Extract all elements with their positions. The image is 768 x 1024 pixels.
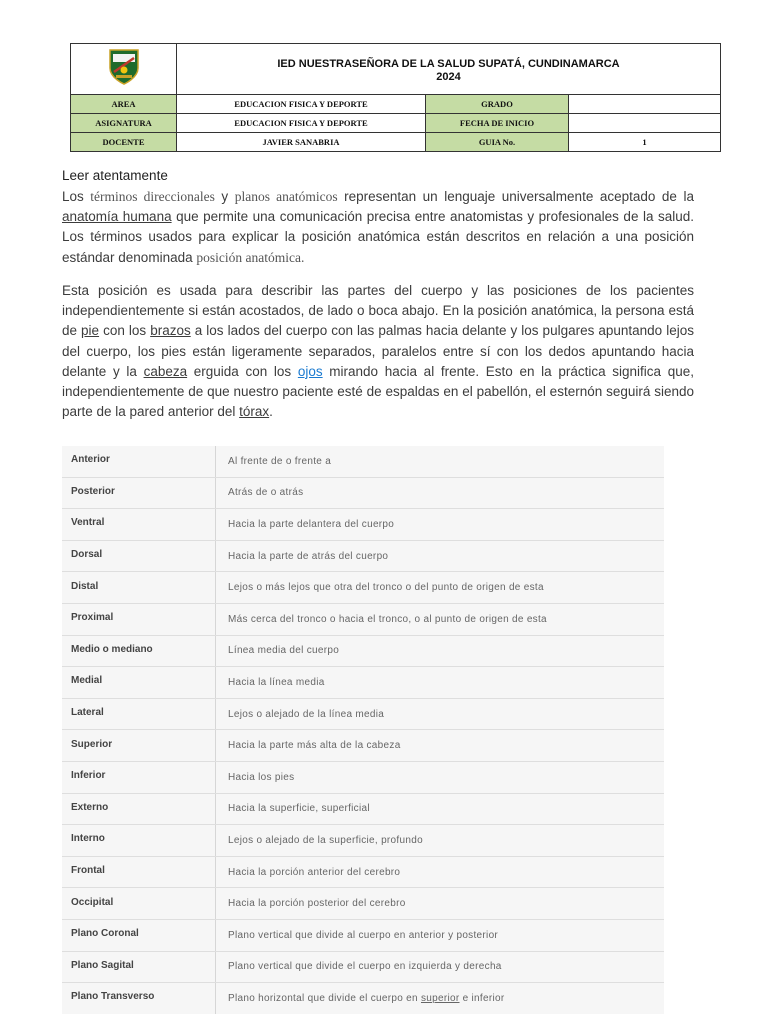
table-row [62, 540, 664, 572]
table-row [62, 856, 664, 888]
title-cell [177, 44, 721, 95]
asignatura-value: EDUCACION FISICA Y DEPORTE [177, 114, 426, 133]
school-name: IED NUESTRASEÑORA DE LA SALUD SUPATÁ, CUNDINAMARCA [277, 58, 620, 70]
term-cell: Interno [62, 825, 216, 857]
definition-cell: Hacia los pies [216, 761, 665, 793]
term-cell: Lateral [62, 698, 216, 730]
definition-cell: Plano vertical que divide el cuerpo en izquierda y derecha [216, 951, 665, 983]
terms-table-body [62, 446, 664, 1014]
p1-text: Los [62, 189, 91, 204]
definition-cell: Al frente de o frente a [216, 446, 665, 477]
p2-text: a los lados del cuerpo con las palmas hacia delante y los pulgares apuntando lejos del cuerpo, los pies están ligeramente separados, paralelos entre sí con los dedos apuntando hacia delante y la [62, 323, 694, 379]
definition-cell: Lejos o alejado de la línea media [216, 698, 665, 730]
definition-cell: Hacia la superficie, superficial [216, 793, 665, 825]
school-shield-logo-icon [108, 48, 140, 86]
table-row [62, 825, 664, 857]
definition-cell: Hacia la línea media [216, 667, 665, 699]
p2-text: con los [99, 323, 151, 339]
cabeza-link[interactable]: cabeza [143, 363, 188, 379]
header-row-asignatura [71, 114, 721, 133]
p1-term-direccionales: términos direccionales [90, 189, 215, 204]
definition-cell: Más cerca del tronco o hacia el tronco, o al punto de origen de esta [216, 603, 665, 635]
ojos-link[interactable]: ojos [297, 363, 323, 379]
logo-cell [71, 44, 177, 95]
terms-table [62, 446, 664, 1014]
superior-link[interactable]: superior [420, 992, 460, 1004]
term-cell: Dorsal [62, 540, 216, 572]
term-cell: Ventral [62, 509, 216, 541]
term-cell: Plano Sagital [62, 951, 216, 983]
grado-label: GRADO [426, 95, 569, 114]
table-row [62, 730, 664, 762]
term-cell: Occipital [62, 888, 216, 920]
table-row [62, 603, 664, 635]
definition-cell [216, 983, 665, 1014]
term-cell: Frontal [62, 856, 216, 888]
guia-label: GUIA No. [426, 133, 569, 152]
area-label: AREA [71, 95, 177, 114]
table-row [62, 667, 664, 699]
table-row [62, 888, 664, 920]
asignatura-label: ASIGNATURA [71, 114, 177, 133]
header-row-docente [71, 133, 721, 152]
p1-text: y [214, 189, 235, 204]
term-cell: Plano Transverso [62, 983, 216, 1014]
definition-cell: Hacia la parte de atrás del cuerpo [216, 540, 665, 572]
torax-link[interactable]: tórax [239, 404, 270, 420]
header-row-area [71, 95, 721, 114]
term-cell: Inferior [62, 761, 216, 793]
p1-term-planos: planos anatómicos [234, 189, 338, 204]
table-row [62, 698, 664, 730]
p2-text: . [269, 404, 273, 420]
table-row [62, 761, 664, 793]
header-table [70, 43, 721, 152]
p1-term-posicion: posición anatómica. [196, 249, 305, 265]
p1-text: representan un lenguaje universalmente aceptado de la [337, 189, 694, 204]
fecha-label: FECHA DE INICIO [426, 114, 569, 133]
docente-label: DOCENTE [71, 133, 177, 152]
p2-text: Esta posición es usada para describir las partes del cuerpo y las posiciones de los pacientes independientemente si están acostados, de lado o boca abajo. En la posición anatómica, la persona está de [62, 283, 694, 339]
definition-cell: Hacia la parte más alta de la cabeza [216, 730, 665, 762]
intro-paragraph [62, 187, 694, 268]
definition-text: Plano horizontal que divide el cuerpo en [228, 992, 421, 1004]
p1-text: que permite una comunicación precisa entre anatomistas y profesionales de la salud. Los términos usados para explicar la posición anatómica están descritos en relación a una posición estándar denominada [62, 209, 694, 265]
term-cell: Anterior [62, 446, 216, 477]
lead-heading: Leer atentamente [62, 168, 168, 183]
definition-cell: Hacia la parte delantera del cuerpo [216, 509, 665, 541]
grado-value [569, 95, 721, 114]
table-row [62, 572, 664, 604]
term-cell: Medio o mediano [62, 635, 216, 667]
table-row [62, 509, 664, 541]
definition-text: e inferior [459, 992, 505, 1004]
term-cell: Superior [62, 730, 216, 762]
table-row [62, 983, 664, 1014]
term-cell: Proximal [62, 603, 216, 635]
definition-cell: Atrás de o atrás [216, 477, 665, 509]
term-cell: Plano Coronal [62, 919, 216, 951]
term-cell: Distal [62, 572, 216, 604]
p2-text: mirando hacia al frente. Esto en la práctica significa que, independientemente de que nuestro paciente esté de espaldas en el pabellón, el esternón seguirá siendo parte de la pared anterior del [62, 363, 695, 420]
table-row [62, 951, 664, 983]
term-cell: Externo [62, 793, 216, 825]
definition-cell: Hacia la porción posterior del cerebro [216, 888, 665, 920]
definition-cell: Hacia la porción anterior del cerebro [216, 856, 665, 888]
table-row [62, 919, 664, 951]
school-year: 2024 [436, 71, 461, 83]
pie-link[interactable]: pie [81, 323, 100, 339]
table-row [62, 477, 664, 509]
term-cell: Medial [62, 667, 216, 699]
fecha-value [569, 114, 721, 133]
brazos-link[interactable]: brazos [150, 323, 191, 339]
table-row [62, 446, 664, 477]
term-cell: Posterior [62, 477, 216, 509]
docente-value: JAVIER SANABRIA [177, 133, 426, 152]
table-row [62, 793, 664, 825]
anatomia-humana-link[interactable]: anatomía humana [62, 209, 172, 225]
guia-value: 1 [569, 133, 721, 152]
definition-cell: Plano vertical que divide al cuerpo en anterior y posterior [216, 919, 665, 951]
table-row [62, 635, 664, 667]
definition-cell: Lejos o más lejos que otra del tronco o del punto de origen de esta [216, 572, 665, 604]
p2-text: erguida con los [187, 363, 298, 379]
area-value: EDUCACION FISICA Y DEPORTE [177, 95, 426, 114]
definition-cell: Lejos o alejado de la superficie, profundo [216, 825, 665, 857]
position-paragraph [62, 281, 694, 422]
definition-cell: Línea media del cuerpo [216, 635, 665, 667]
